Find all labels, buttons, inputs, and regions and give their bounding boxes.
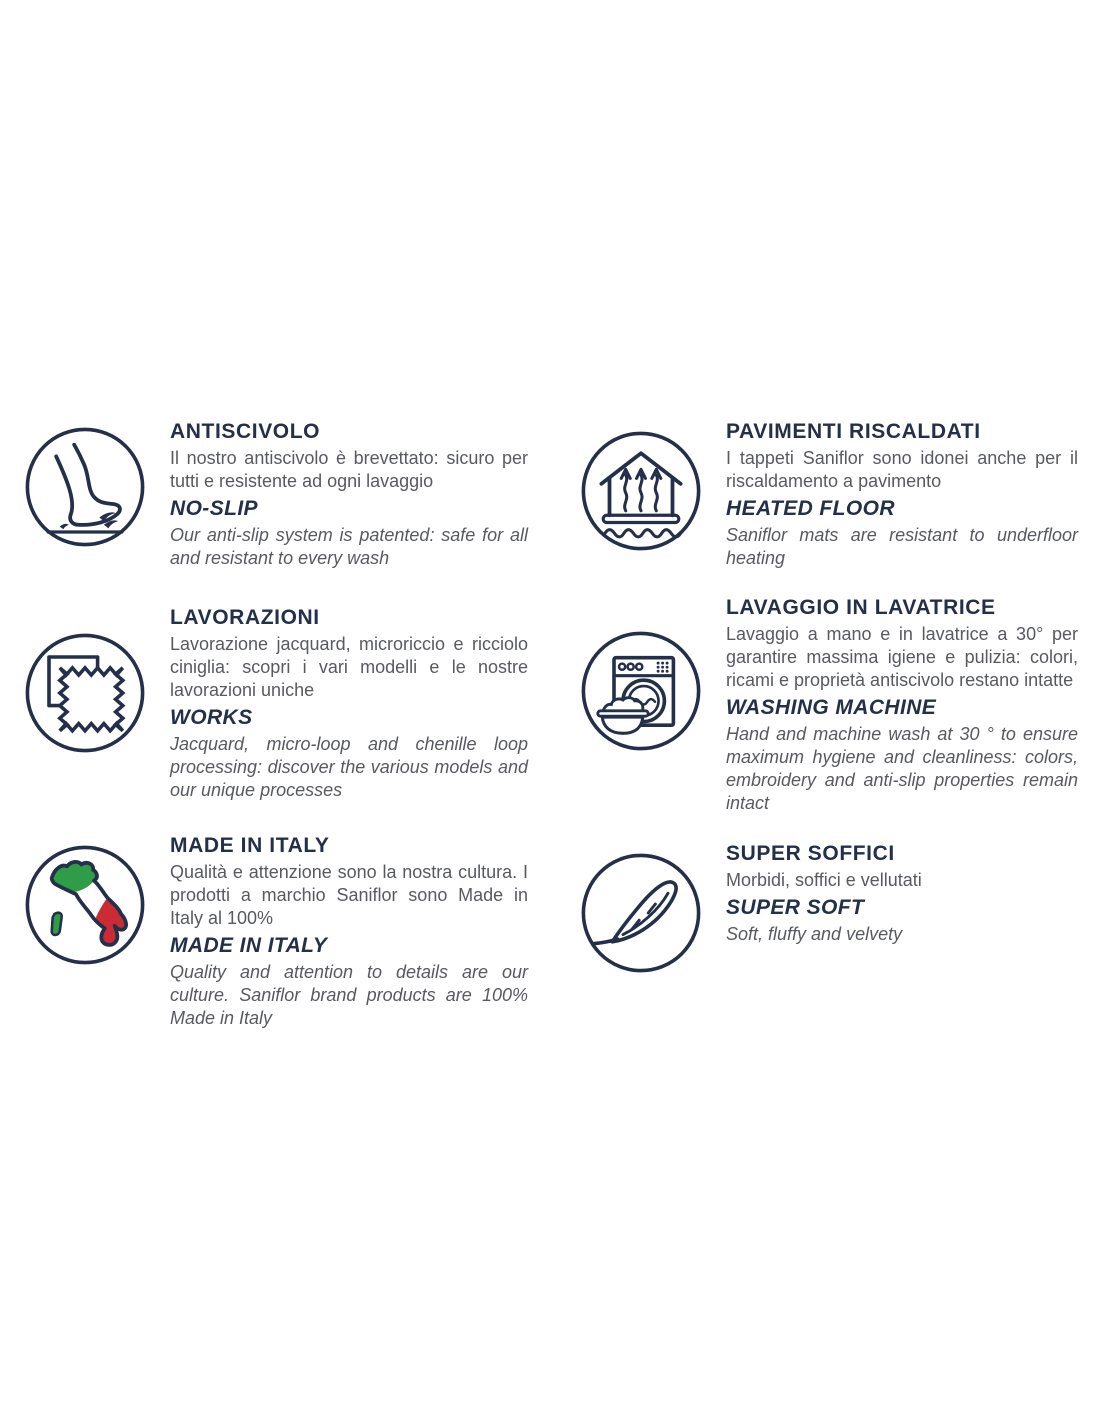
no-slip-foot-icon bbox=[22, 424, 148, 550]
feature-title-it: PAVIMENTI RISCALDATI bbox=[726, 420, 981, 443]
feature-title-it: SUPER SOFFICI bbox=[726, 842, 895, 865]
feature-desc-it: I tappeti Saniflor sono idonei anche per il riscaldamento a pavimento bbox=[726, 448, 1078, 492]
feature-desc-en: Our anti-slip system is patented: safe for all and resistant to every wash bbox=[170, 525, 528, 569]
feature-desc-en: Jacquard, micro-loop and chenille loop processing: discover the various models and our unique processes bbox=[170, 734, 528, 801]
feature-lavorazioni bbox=[22, 606, 528, 802]
heated-floor-icon bbox=[578, 428, 704, 554]
feature-title-en: MADE IN ITALY bbox=[170, 934, 328, 958]
italy-map-icon bbox=[22, 842, 148, 968]
fabric-swatch-icon bbox=[22, 630, 148, 756]
feature-desc-en: Saniflor mats are resistant to underfloor heating bbox=[726, 525, 1078, 569]
feature-title-en: WORKS bbox=[170, 706, 253, 730]
feature-title-it: ANTISCIVOLO bbox=[170, 420, 321, 443]
feature-desc-it: Morbidi, soffici e vellutati bbox=[726, 870, 922, 891]
feature-desc-it: Lavorazione jacquard, microriccio e ricciolo ciniglia: scopri i vari modelli e le nostre lavorazioni uniche bbox=[170, 634, 528, 701]
feather-icon bbox=[578, 850, 704, 976]
feature-desc-it: Il nostro antiscivolo è brevettato: sicuro per tutti e resistente ad ogni lavaggio bbox=[170, 448, 528, 492]
feature-title-en: HEATED FLOOR bbox=[726, 497, 895, 521]
feature-antiscivolo bbox=[22, 420, 528, 570]
feature-desc-en: Quality and attention to details are our culture. Saniflor brand products are 100% Made in Italy bbox=[170, 962, 528, 1029]
feature-made-in-italy bbox=[22, 834, 528, 1030]
feature-title-en: SUPER SOFT bbox=[726, 896, 865, 920]
feature-title-en: NO-SLIP bbox=[170, 497, 258, 521]
washing-machine-icon bbox=[578, 628, 704, 754]
feature-title-en: WASHING MACHINE bbox=[726, 696, 937, 720]
feature-title-it: LAVAGGIO IN LAVATRICE bbox=[726, 596, 996, 619]
feature-title-it: LAVORAZIONI bbox=[170, 606, 320, 629]
feature-super-soffici bbox=[578, 842, 1078, 976]
feature-desc-it: Lavaggio a mano e in lavatrice a 30° per garantire massima igiene e pulizia: colori, ricami e proprietà antiscivolo restano intatte bbox=[726, 624, 1078, 691]
feature-pavimenti-riscaldati bbox=[578, 420, 1078, 570]
feature-lavaggio-lavatrice bbox=[578, 596, 1078, 815]
feature-title-it: MADE IN ITALY bbox=[170, 834, 330, 857]
feature-desc-it: Qualità e attenzione sono la nostra cultura. I prodotti a marchio Saniflor sono Made in Italy al 100% bbox=[170, 862, 528, 929]
feature-desc-en: Hand and machine wash at 30 ° to ensure maximum hygiene and cleanliness: colors, embroidery and anti-slip properties remain intact bbox=[726, 724, 1078, 814]
feature-desc-en: Soft, fluffy and velvety bbox=[726, 924, 903, 945]
